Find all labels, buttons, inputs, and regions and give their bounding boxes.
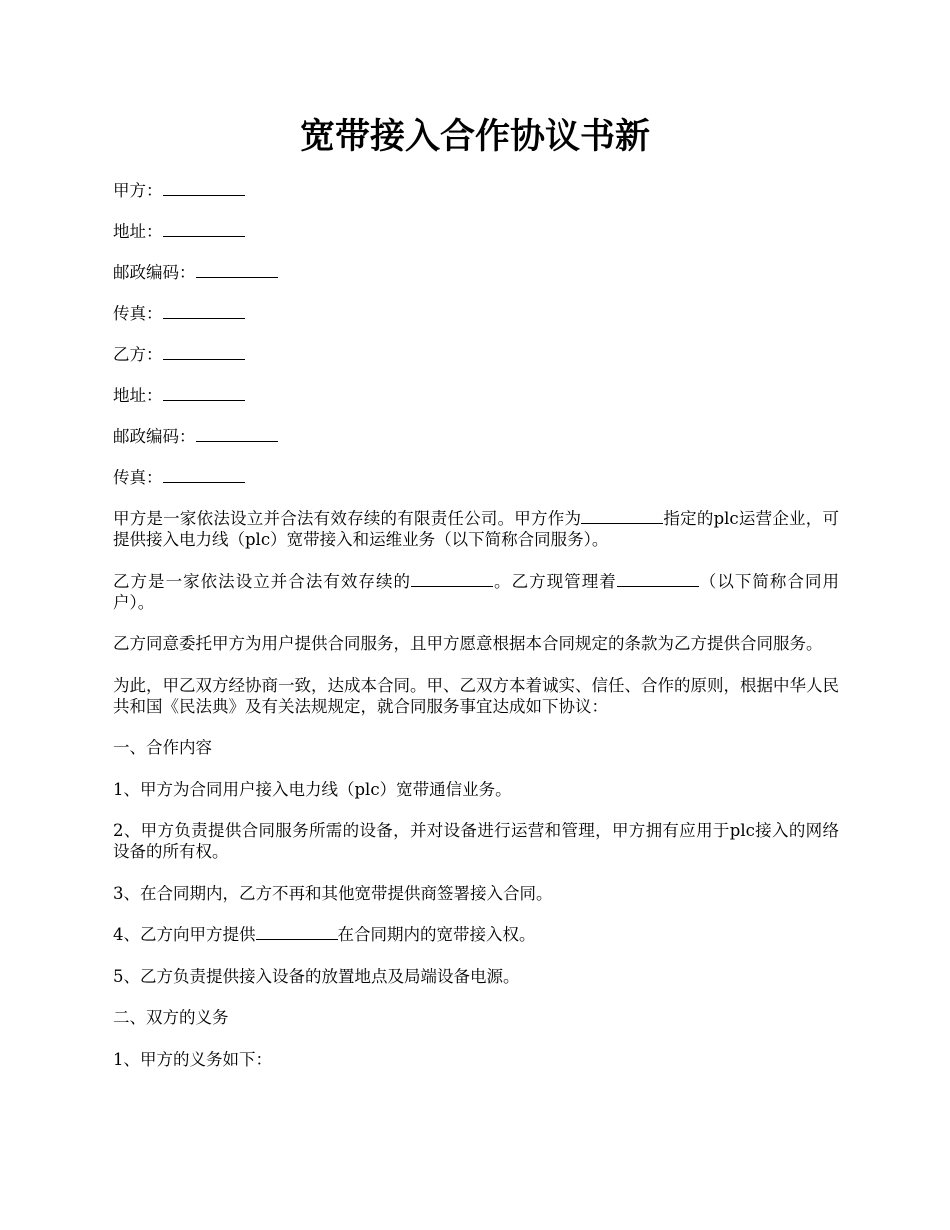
paragraph-agreement: 乙方同意委托甲方为用户提供合同服务，且甲方愿意根据本合同规定的条款为乙方提供合同服务。 xyxy=(113,634,823,653)
section-heading-obligations: 二、双方的义务 xyxy=(113,1008,229,1027)
paragraph-text: 指定的plc运营企业，可提供接入电力线（plc）宽带接入和运维业务（以下简称合同服务）。 xyxy=(113,509,839,549)
list-item: 1、甲方的义务如下： xyxy=(113,1049,272,1069)
list-item: 3、在合同期内，乙方不再和其他宽带提供商签署接入合同。 xyxy=(113,883,553,903)
field-address-a xyxy=(113,221,839,242)
blank-line xyxy=(196,427,278,442)
blank-line xyxy=(581,509,663,524)
field-label: 邮政编码： xyxy=(113,263,196,282)
field-label: 传真： xyxy=(113,304,163,323)
blank-line xyxy=(163,345,245,360)
paragraph-text: 甲方是一家依法设立并合法有效存续的有限责任公司。甲方作为 xyxy=(113,509,582,528)
field-label: 邮政编码： xyxy=(113,427,196,446)
blank-line xyxy=(163,304,245,319)
section-heading-cooperation: 一、合作内容 xyxy=(113,738,212,757)
paragraph-text: 。乙方现管理着 xyxy=(493,571,617,591)
field-address-b xyxy=(113,385,839,406)
list-item xyxy=(113,924,839,945)
field-postcode-b xyxy=(113,426,839,447)
blank-line xyxy=(163,181,245,196)
field-label: 地址： xyxy=(113,386,163,405)
blank-line xyxy=(411,572,493,587)
paragraph-text: 4、乙方向甲方提供 xyxy=(113,925,256,944)
field-postcode-a xyxy=(113,262,839,283)
paragraph-text: 在合同期内的宽带接入权。 xyxy=(337,925,536,944)
document-body xyxy=(113,180,839,1090)
blank-line xyxy=(617,572,699,587)
field-party-b xyxy=(113,344,839,365)
blank-line xyxy=(256,925,338,940)
list-item: 1、甲方为合同用户接入电力线（plc）宽带通信业务。 xyxy=(113,779,512,799)
paragraph-preamble: 为此，甲乙双方经协商一致，达成本合同。甲、乙双方本着诚实、信任、合作的原则，根据中华人民共和国《民法典》及有关法规规定，就合同服务事宜达成如下协议： xyxy=(113,675,839,716)
paragraph-text: （以下简称合同用户）。 xyxy=(113,571,840,612)
field-label: 地址： xyxy=(113,222,163,241)
blank-line xyxy=(196,263,278,278)
field-label: 传真： xyxy=(113,468,163,487)
field-fax-b xyxy=(113,467,839,488)
blank-line xyxy=(163,222,245,237)
paragraph-text: 乙方是一家依法设立并合法有效存续的 xyxy=(113,571,412,591)
field-label: 甲方： xyxy=(113,181,163,200)
field-fax-a xyxy=(113,303,839,324)
paragraph-party-a-intro xyxy=(113,508,839,550)
list-item: 2、甲方负责提供合同服务所需的设备，并对设备进行运营和管理，甲方拥有应用于plc接入的网络设备的所有权。 xyxy=(113,821,839,861)
document-title: 宽带接入合作协议书新 xyxy=(299,116,650,157)
list-item: 5、乙方负责提供接入设备的放置地点及局端设备电源。 xyxy=(113,966,520,986)
blank-line xyxy=(163,468,245,483)
field-party-a xyxy=(113,180,839,201)
paragraph-party-b-intro xyxy=(113,571,839,613)
field-label: 乙方： xyxy=(113,345,163,364)
blank-line xyxy=(163,386,245,401)
